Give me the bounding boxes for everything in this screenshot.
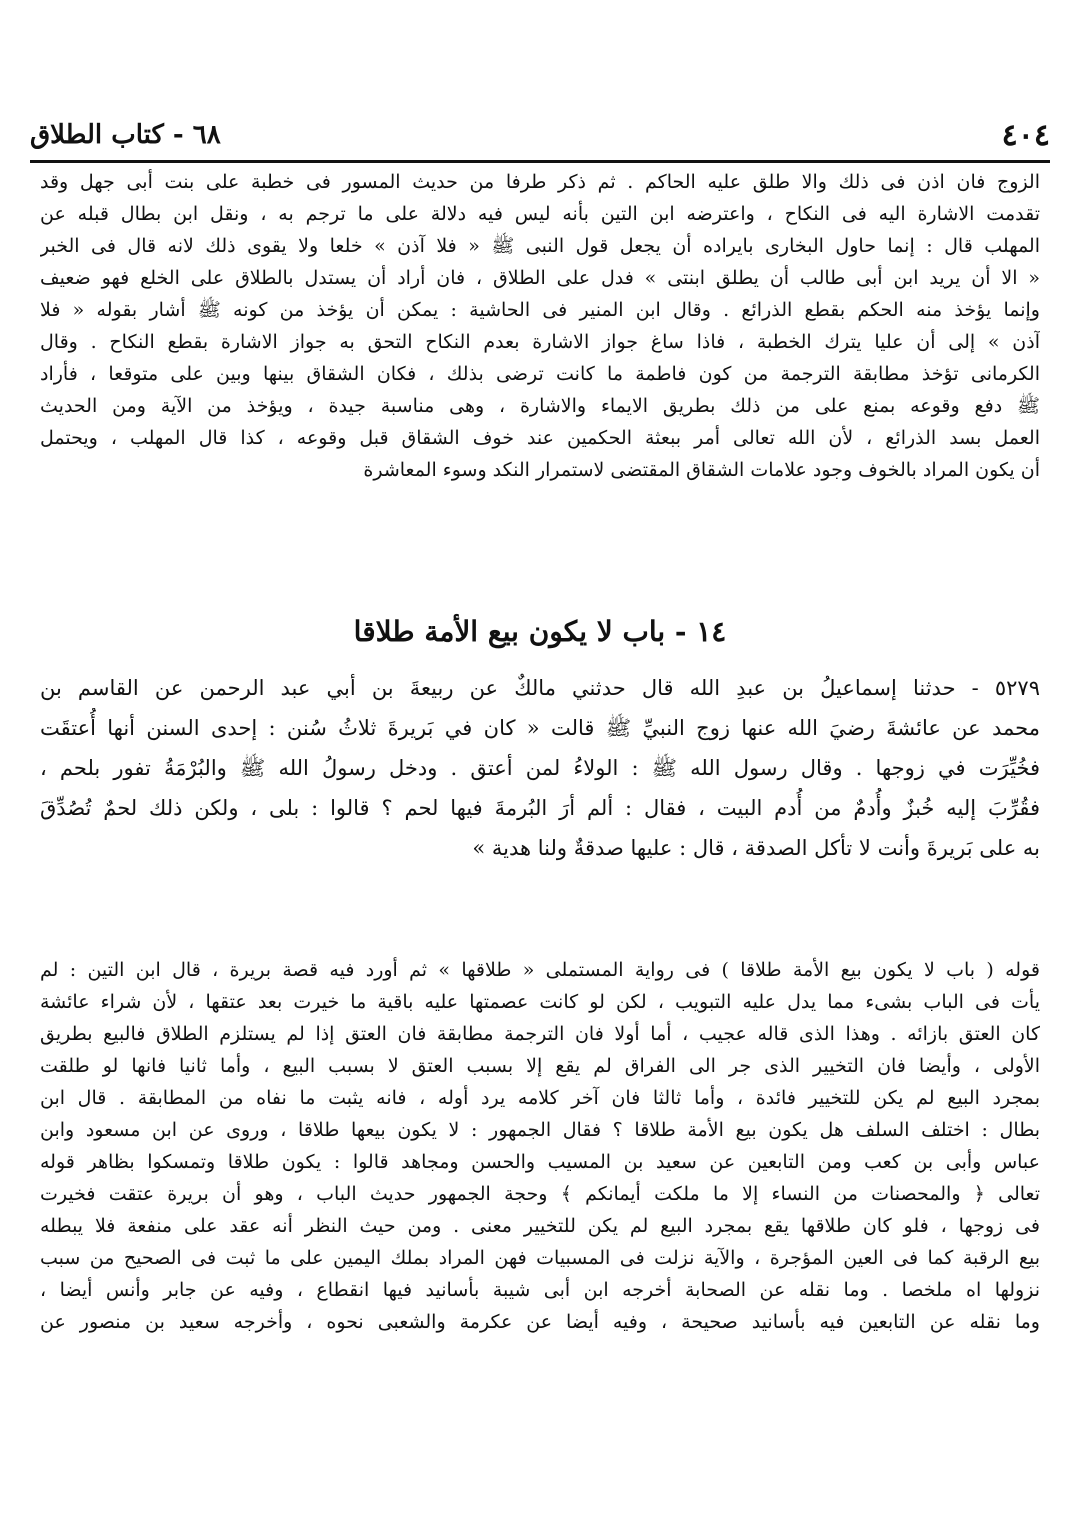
- text-line: الزوج فان اذن فى ذلك والا طلق عليه الحاكم . ثم ذكر طرفا من حديث المسور فى خطبة على بنت أبى جهل وقد: [40, 171, 1040, 193]
- header-rule: [30, 160, 1050, 163]
- page-header: [30, 112, 1050, 158]
- text-line: به على بَريرةَ وأنت لا تأكل الصدقة ، قال : عليها صدقةٌ ولنا هدية »: [472, 836, 1040, 860]
- book-page: [30, 0, 1050, 1532]
- text-line: كان العتق بازائه . وهذا الذى قاله عجيب ، أما أولا فان الترجمة مطابقة فان العتق إذا لم يستلزم الطلاق فالبيع بطريق: [40, 1023, 1040, 1045]
- text-line: الأولى ، وأيضا فان التخيير الذى جر الى الفراق لم يقع إلا بسبب العتق لا بسبب البيع ، وأما ثانيا فانها لو طلقت: [40, 1055, 1040, 1077]
- text-line: فى زوجها ، فلو كان طلاقها يقع بمجرد البيع لم يكن للتخيير معنى . ومن حيث النظر أنه عقد على منفعة فلا يبطله: [40, 1215, 1040, 1237]
- running-title: ٦٨ - كتاب الطلاق: [30, 120, 221, 150]
- text-line: وإنما يؤخذ منه الحكم بقطع الذرائع . وقال ابن المنير فى الحاشية : يمكن أن يؤخذ من كونه ﷺ أشار بقوله « فلا: [40, 299, 1040, 321]
- text-line: ٥٢٧٩ - حدثنا إسماعيلُ بن عبدِ الله قال حدثني مالكٌ عن ربيعةَ بن أبي عبد الرحمن عن القاسم بن: [40, 676, 1040, 700]
- page-number: ٤٠٤: [1001, 117, 1050, 153]
- text-line: عباس وأبى بن كعب ومن التابعين عن سعيد بن المسيب والحسن ومجاهد قالوا : يكون طلاقا وتمسكوا بظاهر قوله: [40, 1151, 1040, 1173]
- commentary-bottom: [40, 954, 1040, 1338]
- text-line: وما نقله عن التابعين فيه بأسانيد صحيحة ، وفيه أيضا عن عكرمة والشعبى نحوه ، وأخرجه سعيد بن منصور عن: [40, 1311, 1040, 1333]
- text-line: آذن » إلى أن عليا يترك الخطبة ، فاذا ساغ جواز الاشارة بعدم النكاح التحق به جواز الاشارة بقطع النكاح . وقال: [40, 331, 1040, 353]
- text-line: بيع الرقبة كما فى العين المؤجرة ، والآية نزلت فى المسبيات فهن المراد بملك اليمين على ما ثبت فى الصحيح من سبب: [40, 1247, 1040, 1269]
- text-line: تعالى ﴿ والمحصنات من النساء إلا ما ملكت أيمانكم ﴾ وحجة الجمهور حديث الباب ، وهو أن بريرة عتقت فخيرت: [40, 1183, 1040, 1205]
- text-line: الكرمانى تؤخذ مطابقة الترجمة من كون فاطمة ما كانت ترضى بذلك ، فكان الشقاق بينها وبين على متوقعا ، فأراد: [40, 363, 1040, 385]
- text-line: فخُيِّرَت في زوجها . وقال رسول الله ﷺ : الولاءُ لمن أعتق . ودخل رسولُ الله ﷺ والبُرْمَةُ تفور بلحم ،: [40, 756, 1040, 780]
- text-line: المهلب قال : إنما حاول البخارى بايراده أن يجعل قول النبى ﷺ « فلا آذن » خلعا ولا يقوى ذلك لانه قال فى الخبر: [40, 235, 1040, 257]
- text-line: فقُرِّبَ إليه خُبزٌ وأُدمٌ من أُدم البيت ، فقال : ألم أرَ البُرمةَ فيها لحم ؟ قالوا : بلى ، ولكن ذلك لحمٌ تُصُدِّقَ: [40, 796, 1040, 820]
- text-line: يأت فى الباب بشىء مما يدل عليه التبويب ، لكن لو كانت عصمتها عليه باقية ما خيرت بعد عتقها ، لأن شراء عائشة: [40, 991, 1040, 1013]
- text-line: ﷺ دفع وقوعه بمنع على من ذلك بطريق الايماء والاشارة ، وهى مناسبة جيدة ، ويؤخذ من الآية ومن الحديث: [40, 395, 1040, 417]
- chapter-heading: ١٤ - باب لا يكون بيع الأمة طلاقا: [353, 615, 727, 648]
- text-line: قوله ( باب لا يكون بيع الأمة طلاقا ) فى رواية المستملى « طلاقها » ثم أورد فيه قصة بريرة ، قال ابن التين : لم: [40, 959, 1040, 981]
- hadith-text: [40, 668, 1040, 868]
- text-line: تقدمت الاشارة اليه فى النكاح ، واعترضه ابن التين بأنه ليس فيه دلالة على ما ترجم به ، ونقل ابن بطال قبله عن: [40, 203, 1040, 225]
- commentary-top: [40, 166, 1040, 486]
- text-line: أن يكون المراد بالخوف وجود علامات الشقاق المقتضى لاستمرار النكد وسوء المعاشرة: [363, 459, 1040, 481]
- text-line: نزولها اه ملخصا . وما نقله عن الصحابة أخرجه ابن أبى شيبة بأسانيد فيها انقطاع ، وفيه عن جابر وأنس أيضا ،: [40, 1279, 1040, 1301]
- text-line: العمل بسد الذرائع ، لأن الله تعالى أمر ببعثة الحكمين عند خوف الشقاق قبل وقوعه ، كذا قال المهلب ، ويحتمل: [40, 427, 1040, 449]
- text-line: بمجرد البيع لم يكن للتخيير فائدة ، وأما ثالثا فان آخر كلامه يرد أوله ، فانه يثبت ما نفاه من المطابقة . قال ابن: [40, 1087, 1040, 1109]
- text-line: بطال : اختلف السلف هل يكون بيع الأمة طلاقا ؟ فقال الجمهور : لا يكون بيعها طلاقا ، وروى عن ابن مسعود وابن: [40, 1119, 1040, 1141]
- text-line: محمد عن عائشةَ رضيَ الله عنها زوج النبيِّ ﷺ قالت « كان في بَريرةَ ثلاثُ سُنن : إحدى السنن أنها أُعتقَت: [40, 716, 1040, 740]
- text-line: « الا أن يريد ابن أبى طالب أن يطلق ابنتى » فدل على الطلاق ، فان أراد أن يستدل بالطلاق على الخلع فهو ضعيف: [40, 267, 1040, 289]
